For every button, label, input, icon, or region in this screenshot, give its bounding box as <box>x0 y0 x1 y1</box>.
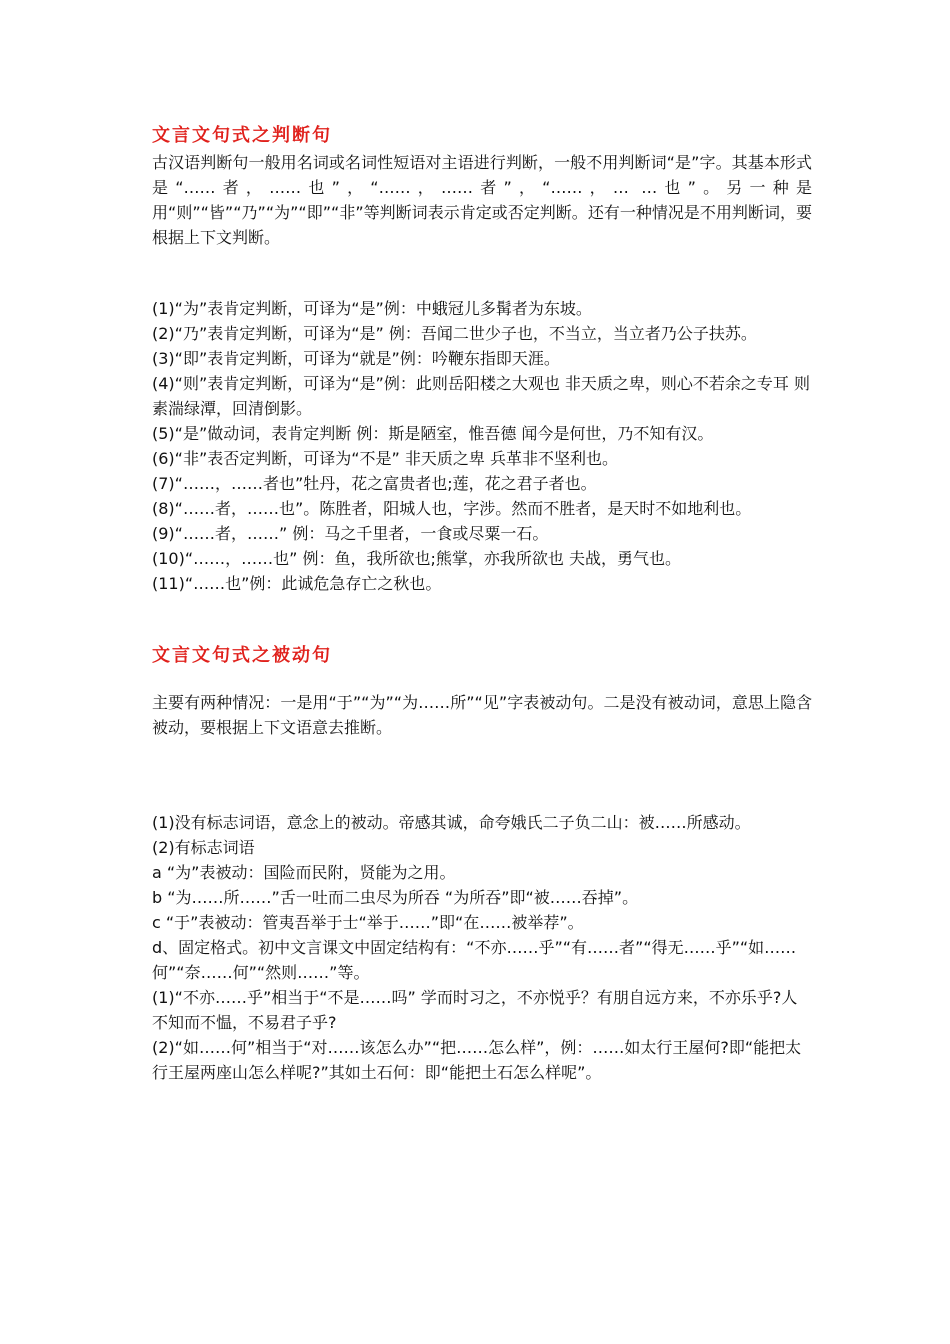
list-item: (9)“……者，……” 例：马之千里者，一食或尽粟一石。 <box>152 524 549 543</box>
list-item: (2)有标志词语 <box>152 838 255 857</box>
list-item: (2)“如……何”相当于“对……该怎么办”“把……怎么样”，例：……如太行王屋何?即“能把太行王屋两座山怎么样呢?”其如土石何：即“能把土石怎么样呢”。 <box>152 1038 802 1082</box>
list-item: (2)“乃”表肯定判断，可译为“是” 例：吾闻二世少子也，不当立，当立者乃公子扶苏。 <box>152 324 757 343</box>
list-item: d、固定格式。初中文言课文中固定结构有：“不亦……乎”“有……者”“得无……乎”“如……何”“奈……何”“然则……”等。 <box>152 938 797 982</box>
judgment-examples-list <box>152 296 812 596</box>
section-heading-judgment: 文言文句式之判断句 <box>152 125 332 146</box>
spacer <box>152 596 812 642</box>
document-page <box>152 122 812 1085</box>
spacer <box>152 670 812 690</box>
spacer <box>152 250 812 296</box>
section-intro-passive: 主要有两种情况：一是用“于”“为”“为……所”“见”字表被动句。二是没有被动词，意思上隐含被动，要根据上下文语意去推断。 <box>152 693 812 737</box>
list-item: (10)“……，……也” 例：鱼，我所欲也;熊掌，亦我所欲也 夫战，勇气也。 <box>152 549 681 568</box>
section-intro-judgment: 古汉语判断句一般用名词或名词性短语对主语进行判断，一般不用判断词“是”字。其基本形式是“……者，……也”，“……，……者”，“……，… …也”。另一种是用“则”“皆”“乃”“为”“即”“非”等判断词表示肯定或否定判断。还有一种情况是不用判断词，要根据上下文判断。 <box>152 153 812 247</box>
list-item: (3)“即”表肯定判断，可译为“就是”例：吟鞭东指即天涯。 <box>152 349 560 368</box>
list-item: b “为……所……”舌一吐而二虫尽为所吞 “为所吞”即“被……吞掉”。 <box>152 888 639 907</box>
section-heading-passive: 文言文句式之被动句 <box>152 645 332 666</box>
list-item: (7)“……，……者也”牡丹，花之富贵者也;莲，花之君子者也。 <box>152 474 597 493</box>
list-item: (1)“为”表肯定判断，可译为“是”例：中蛾冠儿多髯者为东坡。 <box>152 299 592 318</box>
list-item: (11)“……也”例：此诚危急存亡之秋也。 <box>152 574 442 593</box>
list-item: (4)“则”表肯定判断，可译为“是”例：此则岳阳楼之大观也 非天质之卑，则心不若余之专耳 则素湍绿潭，回清倒影。 <box>152 374 810 418</box>
list-item: c “于”表被动：管夷吾举于士“举于……”即“在……被举荐”。 <box>152 913 584 932</box>
list-item: a “为”表被动：国险而民附，贤能为之用。 <box>152 863 456 882</box>
list-item: (8)“……者，……也”。陈胜者，阳城人也，字涉。然而不胜者，是天时不如地利也。 <box>152 499 752 518</box>
passive-examples-list <box>152 810 812 1085</box>
list-item: (6)“非”表否定判断，可译为“不是” 非天质之卑 兵革非不坚利也。 <box>152 449 618 468</box>
list-item: (5)“是”做动词，表肯定判断 例：斯是陋室，惟吾德 闻今是何世，乃不知有汉。 <box>152 424 714 443</box>
spacer <box>152 740 812 810</box>
list-item: (1)没有标志词语，意念上的被动。帝感其诚，命夸娥氏二子负二山：被……所感动。 <box>152 813 751 832</box>
list-item: (1)“不亦……乎”相当于“不是……吗” 学而时习之，不亦悦乎？有朋自远方来，不亦乐乎?人不知而不愠，不易君子乎? <box>152 988 798 1032</box>
